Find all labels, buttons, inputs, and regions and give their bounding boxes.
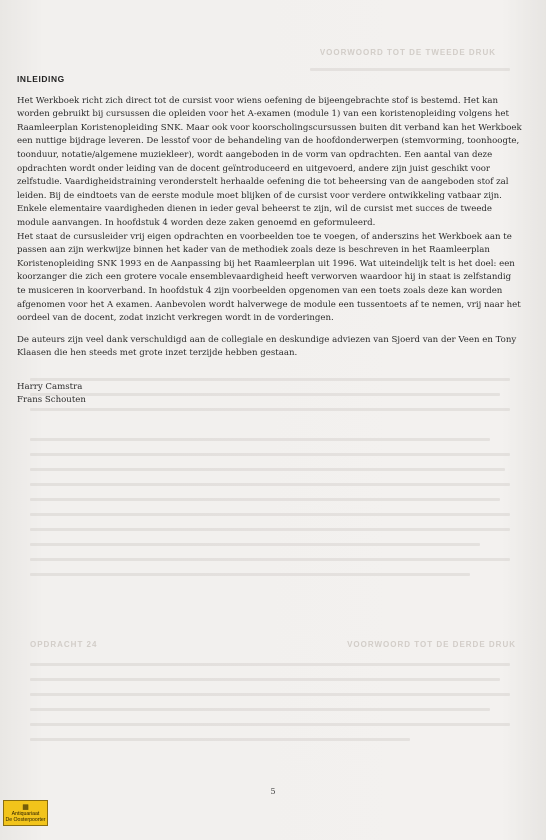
ghost-line	[30, 708, 490, 711]
author-list	[17, 381, 522, 408]
ghost-line	[30, 468, 505, 471]
author-name: Harry Camstra	[17, 381, 83, 392]
page-body	[17, 73, 522, 408]
ghost-line	[30, 453, 510, 456]
page-number: 5	[270, 787, 276, 796]
author-name: Frans Schouten	[17, 395, 86, 406]
ghost-line	[30, 438, 490, 441]
ghost-line	[30, 498, 500, 501]
ghost-line	[30, 573, 470, 576]
ghost-line	[30, 663, 510, 666]
section-heading: INLEIDING	[17, 74, 65, 84]
ghost-heading: VOORWOORD TOT DE DERDE DRUK	[347, 640, 516, 649]
ghost-line	[310, 68, 510, 71]
acknowledgement-paragraph: De auteurs zijn veel dank verschuldigd aan de collegiale en deskundige adviezen van Sjoerd van der Veen en Tony Klaasen die hen steeds met grote inzet terzijde hebben gestaan.	[17, 334, 517, 359]
ghost-line	[30, 513, 510, 516]
ghost-line	[30, 558, 510, 561]
bookseller-stamp	[3, 800, 48, 826]
body-paragraph: Het Werkboek richt zich direct tot de cursist voor wiens oefening de bijeengebrachte stof is bestemd. Het kan worden gebruikt bij cursussen die opleiden voor het A-examen (module 1) van een koristenopleiding volgens het Raamleerplan Koristenopleiding SNK. Maar ook voor koorscholingscursussen buiten dit verband kan het Werkboek een nuttige bijdrage leveren. De lesstof voor de behandeling van de hoofdonderwerpen (stemvorming, toonhoogte, toonduur, notatie/algemene muziekleer), wordt aangeboden in de vorm van opdrachten. Een aantal van deze opdrachten wordt onder leiding van de docent geïntroduceerd en uitgevoerd, andere zijn juist geschikt voor zelfstudie. Vaardigheidstraining veronderstelt herhaalde oefening die tot beheersing van de aangeboden stof zal leiden. Bij de eindtoets van de eerste module moet blijken of de cursist voor verdere ontwikkeling vatbaar zijn. Enkele elementaire vaardigheden dienen in ieder geval beheerst te zijn, wil de cursist met succes de tweede module aanvangen. In hoofdstuk 4 worden deze zaken genoemd en geformuleerd.	[17, 95, 522, 228]
ghost-line	[30, 693, 510, 696]
ghost-heading: OPDRACHT 24	[30, 640, 98, 649]
ghost-line	[30, 408, 510, 411]
ghost-line	[30, 528, 510, 531]
ghost-line	[30, 723, 510, 726]
book-icon: ▦	[22, 803, 29, 811]
ghost-heading: VOORWOORD TOT DE TWEEDE DRUK	[319, 48, 496, 57]
ghost-line	[30, 678, 500, 681]
stamp-line: De Oosterpoorter	[5, 816, 46, 823]
ghost-line	[30, 483, 510, 486]
ghost-line	[30, 543, 480, 546]
body-paragraph: Het staat de cursusleider vrij eigen opdrachten en voorbeelden toe te voegen, of anderszins het Werkboek aan te passen aan zijn werkwijze binnen het kader van de methodiek zoals deze is beschreven in het Raamleerplan Koristenopleiding SNK 1993 en de Aanpassing bij het Raamleerplan uit 1996. Wat uiteindelijk telt is het doel: een koorzanger die zich een grotere vocale ensemblevaardigheid heeft verworven waardoor hij in staat is zelfstandig te musiceren in koorverband. In hoofdstuk 4 zijn voorbeelden opgenomen van een toets zoals deze kan worden afgenomen voor het A examen. Aanbevolen wordt halverwege de module een tussentoets af te nemen, vrij naar het oordeel van de docent, zodat inzicht verkregen wordt in de vorderingen.	[17, 231, 521, 324]
ghost-line	[30, 738, 410, 741]
stamp-line: Antiquariaat	[11, 810, 40, 817]
